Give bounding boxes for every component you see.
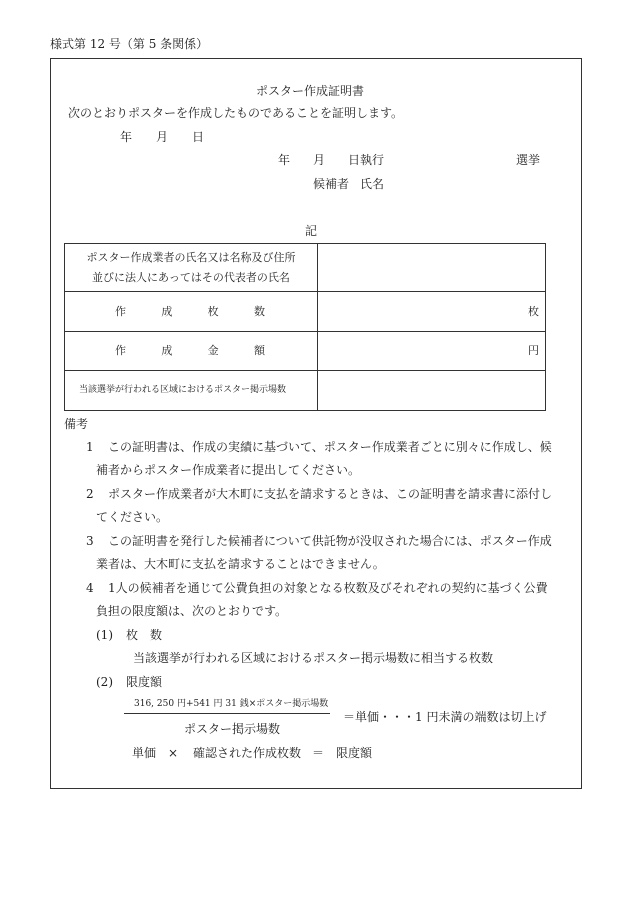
count-label-cell [65, 292, 318, 332]
amount-char: 作 [115, 344, 126, 357]
creator-label-line1: ポスター作成業者の氏名又は名称及び住所 [86, 250, 296, 264]
remark-1-line1: この証明書は、作成の実績に基づいて、ポスター作成業者ごとに別々に作成し、候 [108, 440, 552, 454]
count-char: 数 [253, 304, 265, 318]
count-unit: 枚 [528, 304, 539, 318]
creator-value-cell[interactable] [318, 244, 546, 292]
poster-sites-label: 当該選挙が行われる区域におけるポスター掲示場数 [79, 385, 287, 395]
election-month: 月 [313, 153, 326, 167]
remark-number: 2 [86, 487, 94, 501]
amount-value-cell[interactable] [318, 332, 546, 371]
formula-numerator: 316, 250 円+541 円 31 銭×ポスター掲示場数 [134, 699, 329, 709]
remark-3-line1: この証明書を発行した候補者について供託物が没収された場合には、ポスター作成 [108, 534, 552, 548]
remark-number: 4 [86, 581, 94, 595]
poster-sites-label-cell [65, 371, 318, 411]
sub-item-title: 枚 数 [126, 628, 163, 642]
remark-4-line2: 負担の限度額は、次のとおりです。 [96, 604, 288, 618]
sub-item-number: (1) [96, 628, 113, 642]
sub-item-number: (2) [96, 675, 113, 689]
formula-result: ＝単価・・・1 円未満の端数は切上げ [343, 710, 547, 724]
remark-number: 3 [86, 534, 94, 548]
count-char: 成 [161, 304, 173, 318]
election-year: 年 [278, 153, 291, 167]
fraction-bar [124, 713, 330, 714]
table-row [65, 292, 546, 332]
table-row [65, 371, 546, 411]
creator-label-cell [65, 244, 318, 292]
candidate-label: 候補者 [313, 177, 350, 191]
candidate-name-label: 氏名 [360, 177, 385, 191]
remark-2-line2: てください。 [96, 510, 169, 524]
count-value-cell[interactable] [318, 292, 546, 332]
form-number: 様式第 12 号（第 5 条関係） [50, 37, 209, 51]
count-char: 作 [115, 304, 126, 318]
formula-unit-price: 単価 [132, 746, 157, 760]
detail-table [64, 243, 546, 411]
election-day-executed: 日執行 [348, 153, 385, 167]
date-month: 月 [156, 130, 169, 144]
ki-mark: 記 [305, 224, 318, 238]
election-label: 選挙 [516, 153, 541, 167]
amount-char: 成 [161, 344, 173, 357]
remarks-heading: 備考 [64, 417, 89, 431]
sub-item-1-text: 当該選挙が行われる区域におけるポスター掲示場数に相当する枚数 [133, 651, 494, 665]
amount-unit: 円 [528, 344, 539, 357]
poster-sites-value-cell[interactable] [318, 371, 546, 411]
remark-2-line1: ポスター作成業者が大木町に支払を請求するときは、この証明書を請求書に添付し [108, 487, 553, 501]
formula-equals: ＝ [312, 746, 325, 760]
intro-text: 次のとおりポスターを作成したものであることを証明します。 [68, 106, 404, 120]
date-year: 年 [120, 130, 133, 144]
table-row [65, 332, 546, 371]
creator-label-line2: 並びに法人にあってはその代表者の氏名 [92, 270, 290, 284]
amount-char: 金 [207, 344, 219, 357]
formula-confirmed-count: 確認された作成枚数 [193, 746, 302, 760]
remark-number: 1 [86, 440, 94, 454]
formula-limit: 限度額 [336, 746, 373, 760]
page-title: ポスター作成証明書 [256, 84, 365, 98]
amount-char: 額 [253, 344, 265, 357]
table-row [65, 244, 546, 292]
formula-times: × [168, 746, 179, 760]
date-day: 日 [192, 130, 205, 144]
sub-item-title: 限度額 [126, 675, 163, 689]
remark-3-line2: 業者は、大木町に支払を請求することはできません。 [96, 557, 385, 571]
formula-denominator: ポスター掲示場数 [184, 722, 281, 736]
count-char: 枚 [207, 304, 219, 318]
remark-1-line2: 補者からポスター作成業者に提出してください。 [96, 463, 361, 477]
remark-4-line1: 1人の候補者を通じて公費負担の対象となる枚数及びそれぞれの契約に基づく公費 [108, 581, 548, 595]
amount-label-cell [65, 332, 318, 371]
